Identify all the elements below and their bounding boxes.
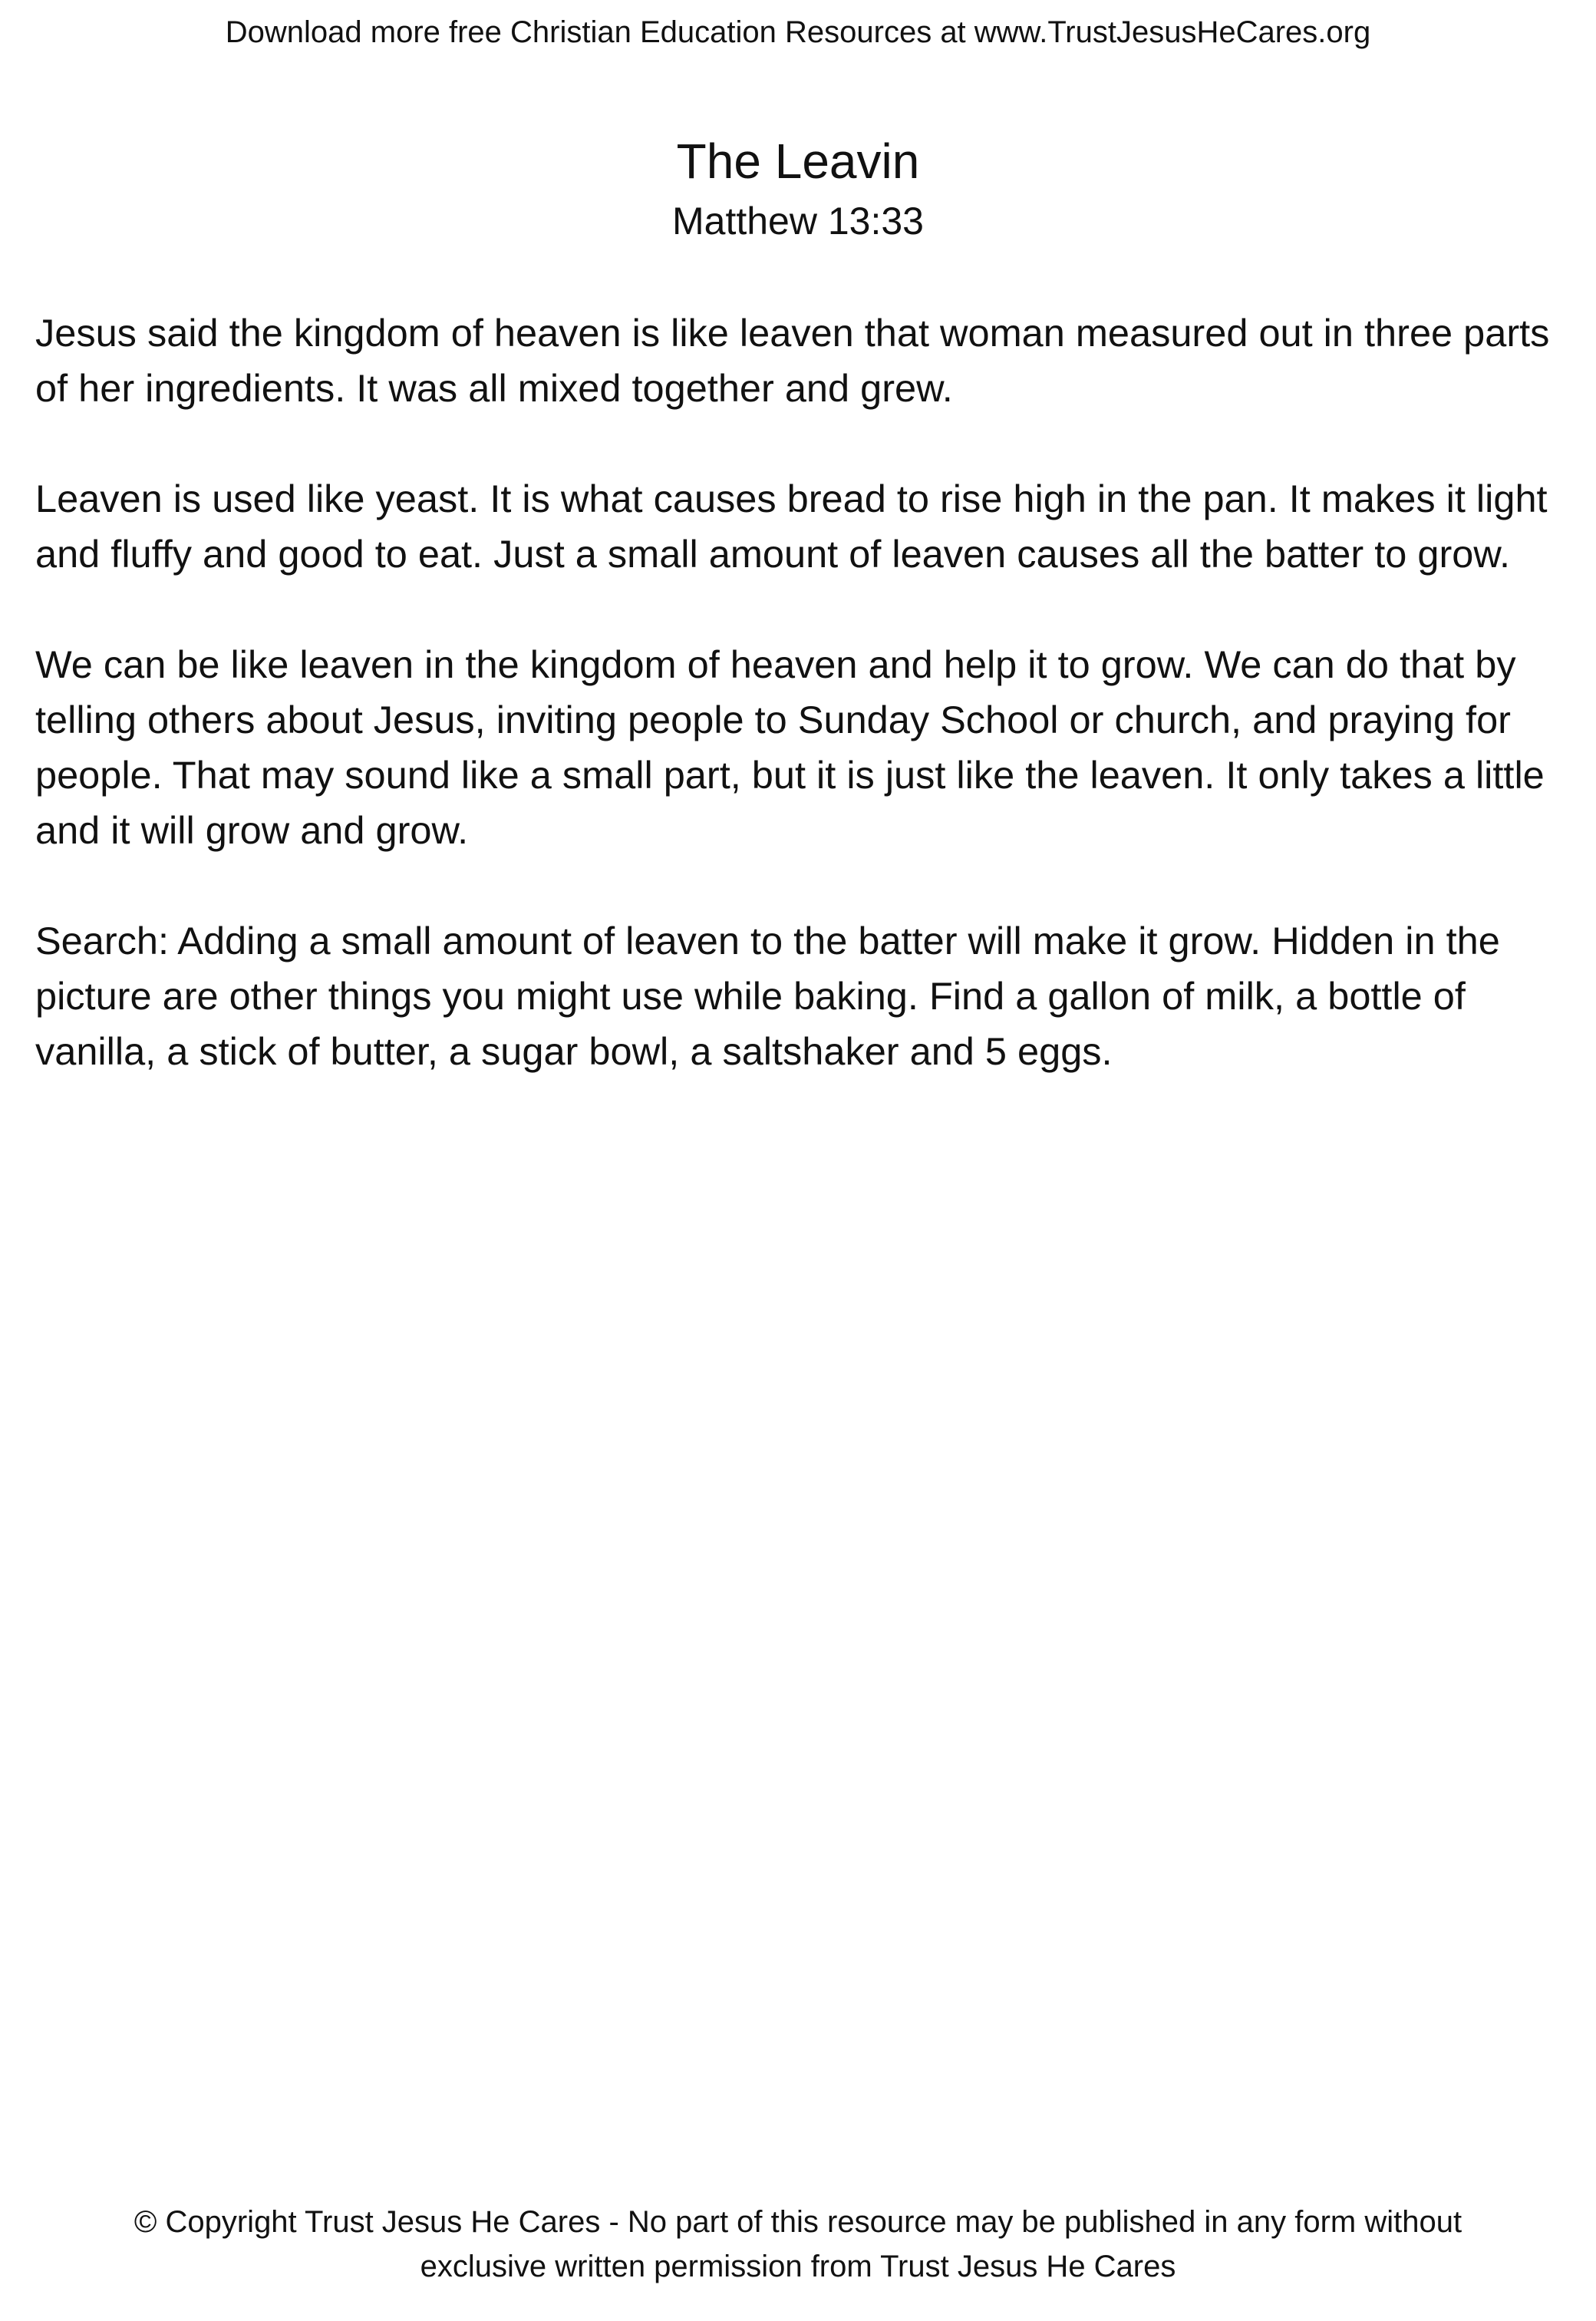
body-text <box>35 305 1562 1079</box>
copyright-line-2: exclusive written permission from Trust Jesus He Cares <box>420 2250 1176 2283</box>
copyright-footer <box>0 2200 1596 2289</box>
paragraph-intro: Jesus said the kingdom of heaven is like leaven that woman measured out in three parts of her ingredients. It was all mixed together and grew. <box>35 311 1550 410</box>
paragraph-search-instructions: Search: Adding a small amount of leaven to the batter will make it grow. Hidden in the picture are other things you might use while baking. Find a gallon of milk, a bottle of vanilla, a stick of butter, a sugar bowl, a saltshaker and 5 eggs. <box>35 919 1500 1073</box>
scripture-reference: Matthew 13:33 <box>672 200 924 243</box>
header-download-link-text: Download more free Christian Education Resources at www.TrustJesusHeCares.org <box>225 15 1371 49</box>
paragraph-leaven-explanation: Leaven is used like yeast. It is what causes bread to rise high in the pan. It makes it light and fluffy and good to eat. Just a small amount of leaven causes all the batter to grow. <box>35 477 1548 576</box>
copyright-line-1: © Copyright Trust Jesus He Cares - No part of this resource may be published in any form without <box>134 2205 1462 2239</box>
paragraph-application: We can be like leaven in the kingdom of heaven and help it to grow. We can do that by telling others about Jesus, inviting people to Sunday School or church, and praying for people. That may sound like a small part, but it is just like the leaven. It only takes a little and it will grow and grow. <box>35 642 1545 852</box>
page-title: The Leavin <box>676 134 920 189</box>
